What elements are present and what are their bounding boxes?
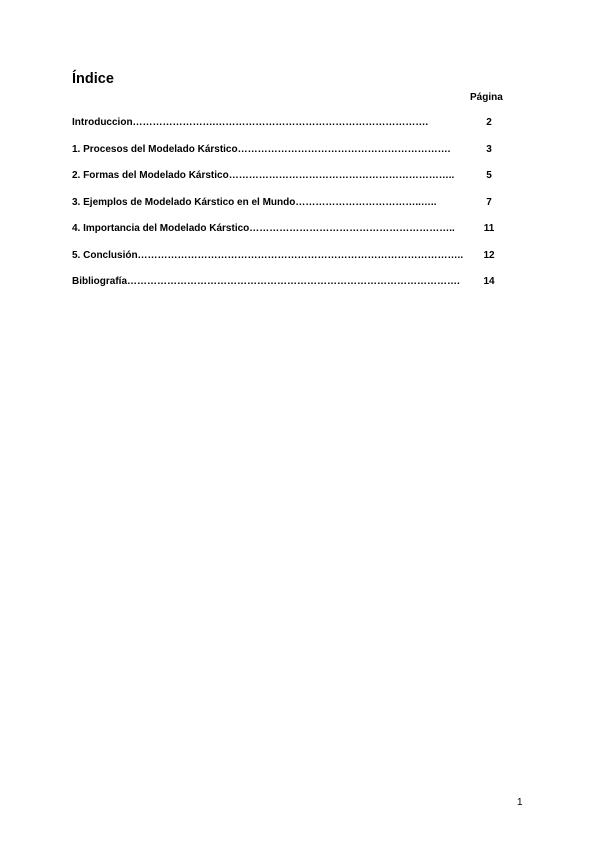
toc-entry-page: 14 <box>483 276 495 287</box>
toc-entry-page: 5 <box>486 170 492 181</box>
page-column-label: Página <box>470 92 503 103</box>
toc-entry-conclusion <box>72 250 504 264</box>
toc-entry-ejemplos <box>72 197 504 211</box>
toc-entry-text: Bibliografía………………………………………………………………………………………. <box>72 276 460 287</box>
toc-heading: Índice <box>72 71 114 87</box>
toc-entry-text: 3. Ejemplos de Modelado Kárstico en el Mundo………………………………..….. <box>72 197 437 208</box>
toc-entry-text: Introduccion…………………….………………………………………………………. <box>72 117 429 128</box>
toc-entry-introduccion <box>72 117 504 131</box>
toc-entry-text: 1. Procesos del Modelado Kárstico………………………………………………………. <box>72 144 451 155</box>
toc-entry-text: 5. Conclusión…………………………………………………………………………………….. <box>72 250 464 261</box>
toc-entry-page: 2 <box>486 117 492 128</box>
toc-entry-page: 3 <box>486 144 492 155</box>
toc-entry-page: 7 <box>486 197 492 208</box>
toc-entry-formas <box>72 170 504 184</box>
toc-entry-importancia <box>72 223 504 237</box>
toc-entry-text: 4. Importancia del Modelado Kárstico…………………………………………………….. <box>72 223 455 234</box>
toc-entry-page: 11 <box>483 223 495 234</box>
toc-entry-text: 2. Formas del Modelado Kárstico………………………………………………………….. <box>72 170 455 181</box>
toc-entry-procesos <box>72 144 504 158</box>
toc-entry-page: 12 <box>483 250 495 261</box>
page-number: 1 <box>517 797 523 808</box>
toc-entry-bibliografia <box>72 276 504 290</box>
